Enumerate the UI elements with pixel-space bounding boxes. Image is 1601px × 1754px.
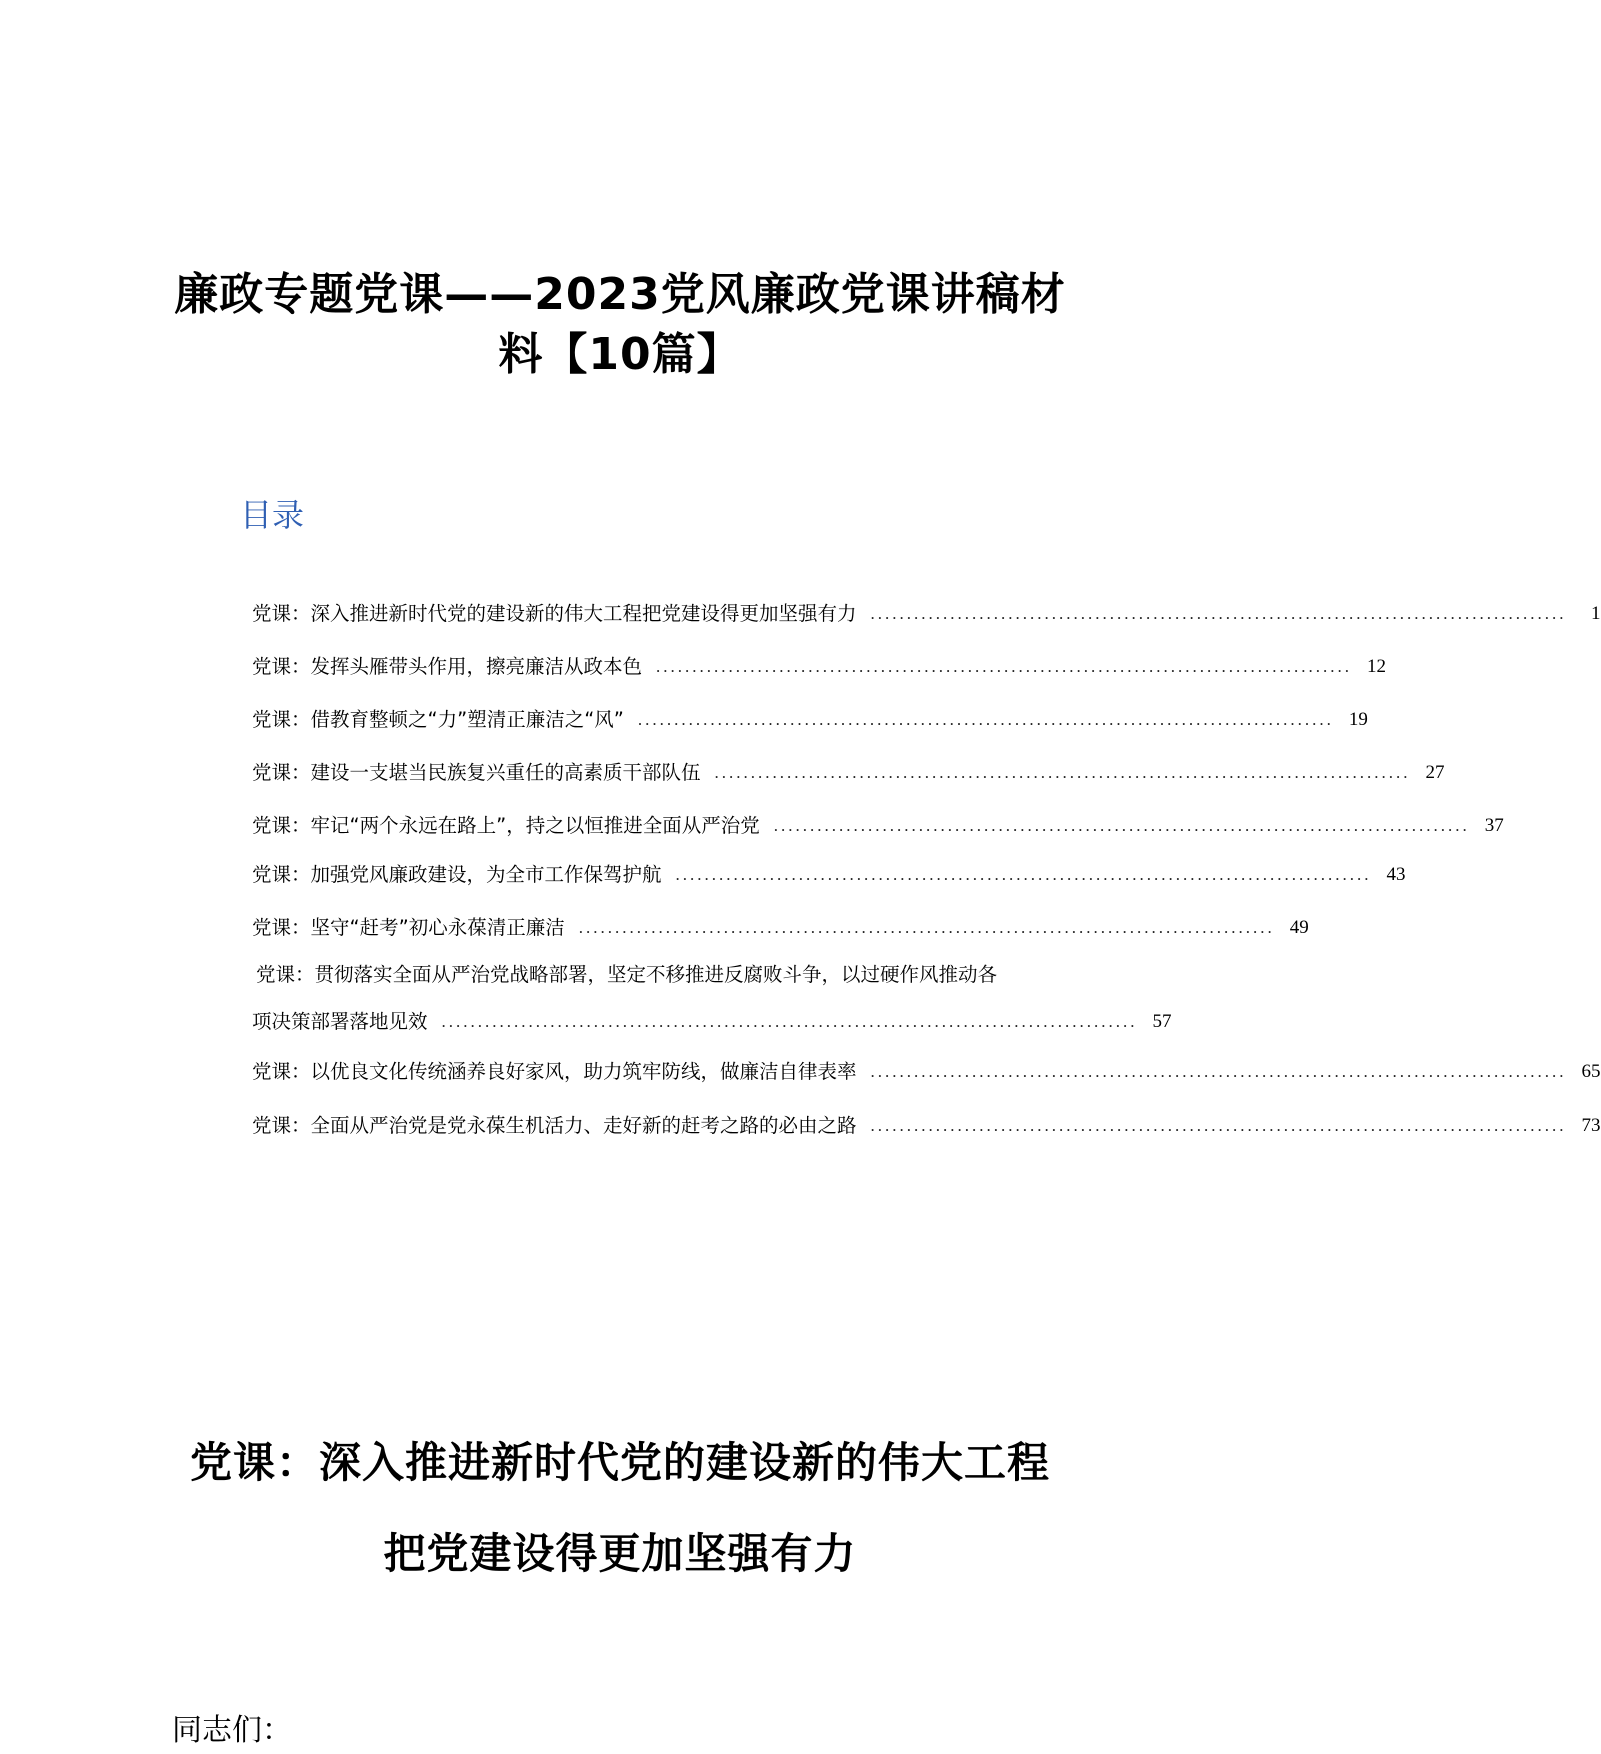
toc-leader-dots: ................................................................................................ [578,918,1275,937]
toc-entry-title: 党课：坚守“赶考”初心永葆清正廉洁 [252,916,565,939]
toc-entry[interactable] [252,807,1504,841]
toc-entry-page: 27 [1425,762,1445,783]
section-title-line-1: 党课：深入推进新时代党的建设新的伟大工程 [189,1438,1050,1487]
salutation: 同志们： [172,1713,292,1748]
toc-entry-title: 党课：深入推进新时代党的建设新的伟大工程把党建设得更加坚强有力 [252,602,857,625]
section-title-line-2: 把党建设得更加坚强有力 [383,1529,857,1578]
toc-entry[interactable] [252,1053,1601,1087]
toc-leader-dots: ................................................................................................ [870,1116,1567,1135]
toc-entry-page: 49 [1289,917,1309,938]
toc-leader-dots: ................................................................................................ [675,865,1372,884]
toc-entry-title-line-2: 项决策部署落地见效 [252,1010,428,1033]
document-title-line-2: 料【10篇】 [498,329,742,380]
toc-leader-dots: ................................................................................................ [870,604,1567,623]
toc-heading: 目录 [240,496,305,534]
toc-entry-title-line-1[interactable]: 党课：贯彻落实全面从严治党战略部署，坚定不移推进反腐败斗争，以过硬作风推动各 [256,963,998,986]
toc-entry-page: 19 [1348,709,1368,730]
document-title-line-1: 廉政专题党课——2023党风廉政党课讲稿材 [174,269,1066,320]
toc-leader-dots: ................................................................................................ [773,816,1470,835]
toc-entry[interactable] [252,909,1309,943]
toc-entry[interactable] [252,595,1601,629]
toc-entry-page: 73 [1581,1115,1601,1136]
toc-entry-title: 党课：发挥头雁带头作用，擦亮廉洁从政本色 [252,655,643,678]
toc-entry-title: 党课：以优良文化传统涵养良好家风，助力筑牢防线，做廉洁自律表率 [252,1060,857,1083]
toc-leader-dots: ................................................................................................ [637,710,1334,729]
toc-entry-page: 1 [1591,603,1601,624]
toc-entry[interactable] [252,1003,1172,1037]
toc-leader-dots: ................................................................................................ [441,1012,1138,1031]
toc-entry-page: 57 [1152,1011,1172,1032]
toc-entry-page: 43 [1386,864,1406,885]
toc-entry[interactable] [252,856,1406,890]
toc-entry[interactable] [252,648,1387,682]
toc-leader-dots: ................................................................................................ [714,763,1411,782]
toc-entry[interactable] [252,701,1368,735]
toc-leader-dots: ................................................................................................ [870,1062,1567,1081]
toc-leader-dots: ................................................................................................ [656,657,1353,676]
toc-entry-page: 65 [1581,1061,1601,1082]
toc-entry-title: 党课：建设一支堪当民族复兴重任的高素质干部队伍 [252,761,701,784]
toc-entry-page: 12 [1367,656,1387,677]
document-title [140,265,1100,385]
toc-entry[interactable] [252,754,1445,788]
toc-entry-title: 党课：借教育整顿之“力”塑清正廉洁之“风” [252,708,624,731]
toc-entry-page: 37 [1484,815,1504,836]
toc-entry-title: 党课：加强党风廉政建设，为全市工作保驾护航 [252,863,662,886]
toc-entry-title: 党课：牢记“两个永远在路上”，持之以恒推进全面从严治党 [252,814,760,837]
toc-entry-title: 党课：全面从严治党是党永葆生机活力、走好新的赶考之路的必由之路 [252,1114,857,1137]
toc-entry[interactable] [252,1107,1601,1141]
